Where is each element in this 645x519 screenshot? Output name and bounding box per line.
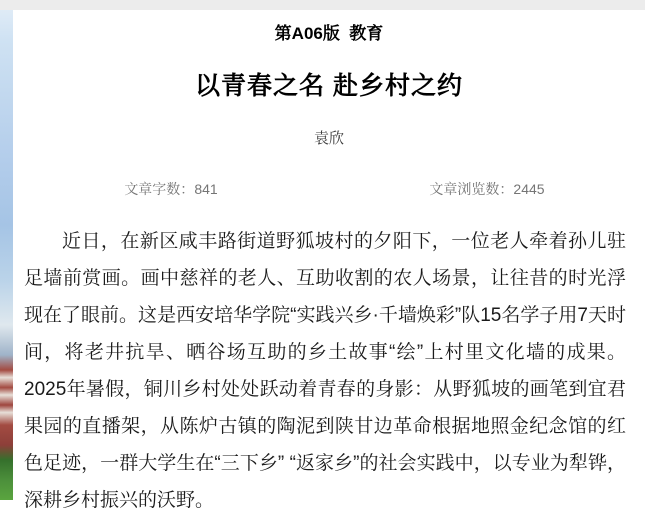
view-count-label: 文章浏览数： [429, 181, 514, 197]
page-background-image [0, 0, 13, 500]
word-count-value: 841 [194, 181, 218, 197]
article-title: 以青春之名 赴乡村之约 [195, 72, 463, 100]
top-bar [0, 0, 645, 10]
article-meta-row [13, 181, 645, 198]
edition-label: 第A06版 教育 [274, 24, 384, 43]
word-count-label: 文章字数： [124, 181, 195, 197]
view-count-value: 2445 [513, 181, 545, 197]
word-count [13, 181, 329, 198]
article-panel [13, 10, 645, 511]
view-count [329, 181, 645, 198]
article-body-paragraph: 近日，在新区咸丰路街道野狐坡村的夕阳下，一位老人牵着孙儿驻足墙前赏画。画中慈祥的老人、互助收割的农人场景，让往昔的时光浮现在了眼前。这是西安培华学院“实践兴乡·千墙焕彩”队15名学子用7天时间，将老井抗旱、晒谷场互助的乡土故事“绘”上村里文化墙的成果。2025年暑假，铜川乡村处处跃动着青春的身影：从野狐坡的画笔到宜君果园的直播架，从陈炉古镇的陶泥到陕甘边革命根据地照金纪念馆的红色足迹，一群大学生在“三下乡” “返家乡”的社会实践中，以专业为犁铧，深耕乡村振兴的沃野。 [24, 231, 626, 511]
article-author: 袁欣 [313, 130, 344, 147]
